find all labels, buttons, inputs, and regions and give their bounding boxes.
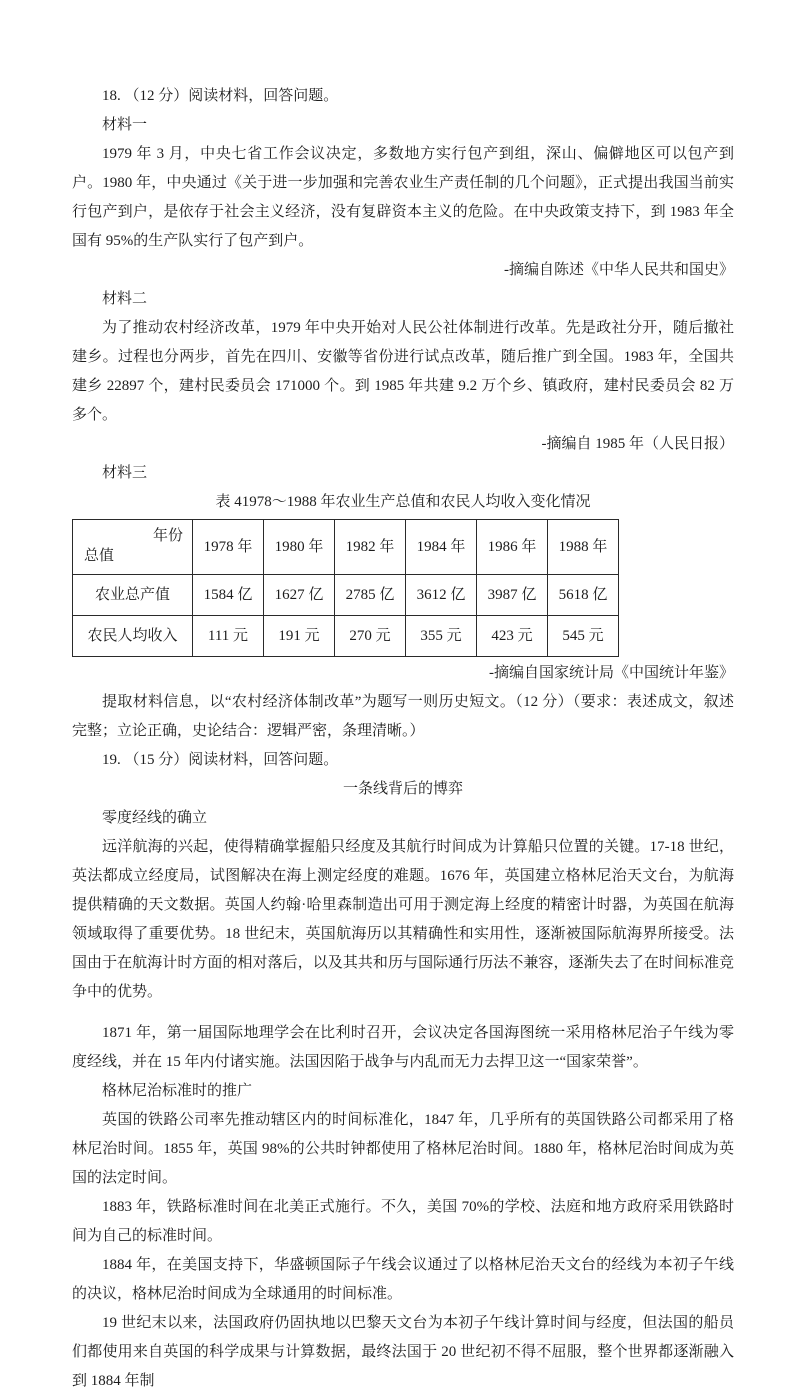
corner-label-year: 年份 <box>152 528 183 544</box>
q19-paragraph: 1884 年，在美国支持下，华盛顿国际子午线会议通过了以格林尼治天文台的经线为本初子午线的决议，格林尼治时间成为全球通用的时间标准。 <box>72 1257 734 1302</box>
q19-paragraph: 19 世纪末以来，法国政府仍固执地以巴黎天文台为本初子午线计算时间与经度，但法国的船员们都使用来自英国的科学成果与计算数据，最终法国于 20 世纪初不得不屈服，整个世界都逐渐融入到 1884 年制 <box>72 1315 734 1389</box>
table-cell: 423 元 <box>477 616 548 657</box>
row-label: 农业总产值 <box>73 575 193 616</box>
q19-paragraph: 1871 年，第一届国际地理学会在比利时召开，会议决定各国海图统一采用格林尼治子午线为零度经线，并在 15 年内付诸实施。法国因陷于战争与内乱而无力去捍卫这一“国家荣誉”。 <box>72 1025 734 1070</box>
q18-material2-body: 为了推动农村经济改革，1979 年中央开始对人民公社体制进行改革。先是政社分开，随后撤社建乡。过程也分两步，首先在四川、安徽等省份进行试点改革，随后推广到全国。1983 年，全国共建乡 22897 个，建村民委员会 171000 个。到 1985 年共建 9.2 万个乡、镇政府，建村民委员会 82 万多个。 <box>72 320 734 423</box>
table-cell: 111 元 <box>193 616 264 657</box>
q19-paragraph: 1883 年，铁路标准时间在北美正式施行。不久，美国 70%的学校、法庭和地方政府采用铁路时间为自己的标准时间。 <box>72 1199 734 1244</box>
column-header: 1980 年 <box>264 520 335 575</box>
q19-paragraph: 远洋航海的兴起，使得精确掌握船只经度及其航行时间成为计算船只位置的关键。17-18 世纪，英法都成立经度局，试图解决在海上测定经度的难题。1676 年，英国建立格林尼治天文台，为航海提供精确的天文数据。英国人约翰·哈里森制造出可用于测定海上经度的精密计时器，为英国在航海领域取得了重要优势。18 世纪末，英国航海历以其精确性和实用性，逐渐被国际航海界所接受。法国由于在航海计时方面的相对落后，以及其共和历与国际通行历法不兼容，逐渐失去了在时间标准竞争中的优势。 <box>72 839 734 1000</box>
table-cell: 2785 亿 <box>335 575 406 616</box>
table-cell: 545 元 <box>548 616 619 657</box>
q18-material3-source: -摘编自国家统计局《中国统计年鉴》 <box>489 665 734 681</box>
q18-task: 提取材料信息，以“农村经济体制改革”为题写一则历史短文。（12 分）（要求：表述成文，叙述完整；立论正确，史论结合：逻辑严密，条理清晰。） <box>72 694 734 739</box>
table-cell: 1584 亿 <box>193 575 264 616</box>
corner-label-total: 总值 <box>84 548 115 564</box>
q19-section1-subheading: 零度经线的确立 <box>102 810 208 826</box>
q18-material1-body: 1979 年 3 月，中央七省工作会议决定，多数地方实行包产到组，深山、偏僻地区可以包产到户。1980 年，中央通过《关于进一步加强和完善农业生产责任制的几个问题》，正式提出我国当前实行包产到户，是依存于社会主义经济，没有复辟资本主义的危险。在中央政策支持下，到 1983 年全国有 95%的生产队实行了包产到户。 <box>72 146 734 249</box>
q19-title: 一条线背后的博弈 <box>342 781 463 797</box>
table-cell: 1627 亿 <box>264 575 335 616</box>
table-corner-cell <box>73 520 193 575</box>
q19-section2-subheading: 格林尼治标准时的推广 <box>102 1083 253 1099</box>
column-header: 1984 年 <box>406 520 477 575</box>
q18-heading: 18. （12 分）阅读材料，回答问题。 <box>102 88 339 104</box>
q18-material1-label: 材料一 <box>102 117 148 133</box>
q18-material3-label: 材料三 <box>102 465 148 481</box>
table-cell: 355 元 <box>406 616 477 657</box>
agriculture-output-table <box>72 519 619 657</box>
table-cell: 191 元 <box>264 616 335 657</box>
q19-paragraph: 英国的铁路公司率先推动辖区内的时间标准化，1847 年，几乎所有的英国铁路公司都采用了格林尼治时间。1855 年，英国 98%的公共时钟都使用了格林尼治时间。1880 年，格林尼治时间成为英国的法定时间。 <box>72 1112 734 1186</box>
column-header: 1988 年 <box>548 520 619 575</box>
column-header: 1986 年 <box>477 520 548 575</box>
q18-material1-source: -摘编自陈述《中华人民共和国史》 <box>504 262 734 278</box>
table-cell: 3987 亿 <box>477 575 548 616</box>
q18-material2-source: -摘编自 1985 年（人民日报） <box>541 436 734 452</box>
row-label: 农民人均收入 <box>73 616 193 657</box>
table-row <box>73 575 619 616</box>
q18-material2-label: 材料二 <box>102 291 148 307</box>
table-cell: 3612 亿 <box>406 575 477 616</box>
q19-heading: 19. （15 分）阅读材料，回答问题。 <box>102 752 339 768</box>
column-header: 1978 年 <box>193 520 264 575</box>
table-row <box>73 616 619 657</box>
table-header-row <box>73 520 619 575</box>
column-header: 1982 年 <box>335 520 406 575</box>
q18-table-title: 表 41978～1988 年农业生产总值和农民人均收入变化情况 <box>215 494 591 510</box>
table-cell: 5618 亿 <box>548 575 619 616</box>
table-cell: 270 元 <box>335 616 406 657</box>
